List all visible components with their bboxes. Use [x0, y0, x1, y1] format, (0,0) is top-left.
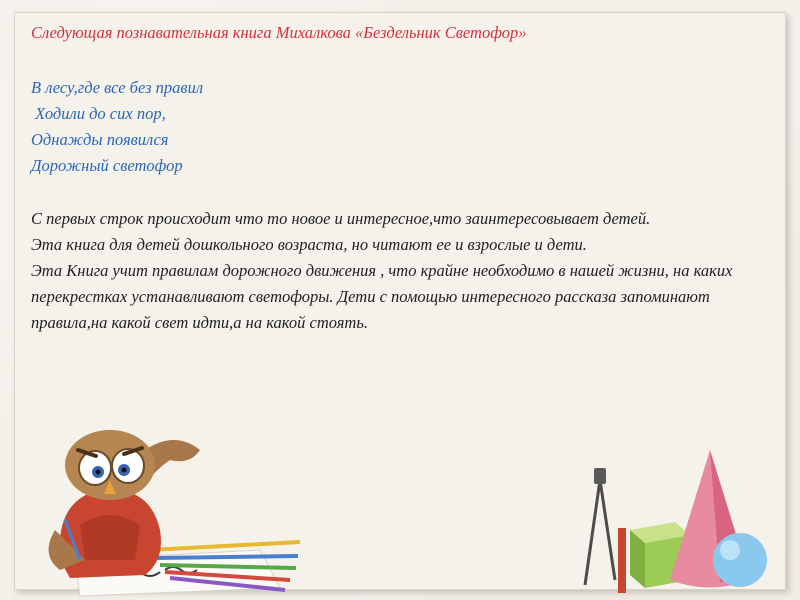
decor-illustration: [0, 410, 800, 600]
paragraph-3: Эта Книга учит правилам дорожного движения , что крайне необходимо в нашей жизни, на каких перекрестках устанавливают светофоры. Дети с помощью интересного рассказа запоминают правила,на какой свет идти,а на какой стоять.: [31, 261, 733, 332]
paragraph-1: С первых строк происходит что то новое и интересное,что заинтересовывает детей.: [31, 209, 651, 228]
poem-line-1: В лесу,где все без правил: [31, 78, 204, 97]
description: [31, 206, 766, 336]
poem-line-4: Дорожный светофор: [31, 156, 183, 175]
poem-line-2: Ходили до сих пор,: [31, 104, 166, 123]
geometry-shapes-icon: [585, 450, 767, 593]
owl-icon: [49, 430, 300, 596]
slide-title: Следующая познавательная книга Михалкова «Бездельник Светофор»: [31, 23, 527, 42]
paragraph-2: Эта книга для детей дошкольного возраста, но читают ее и взрослые и дети.: [31, 235, 587, 254]
poem: [31, 75, 203, 179]
poem-line-3: Однажды появился: [31, 130, 169, 149]
